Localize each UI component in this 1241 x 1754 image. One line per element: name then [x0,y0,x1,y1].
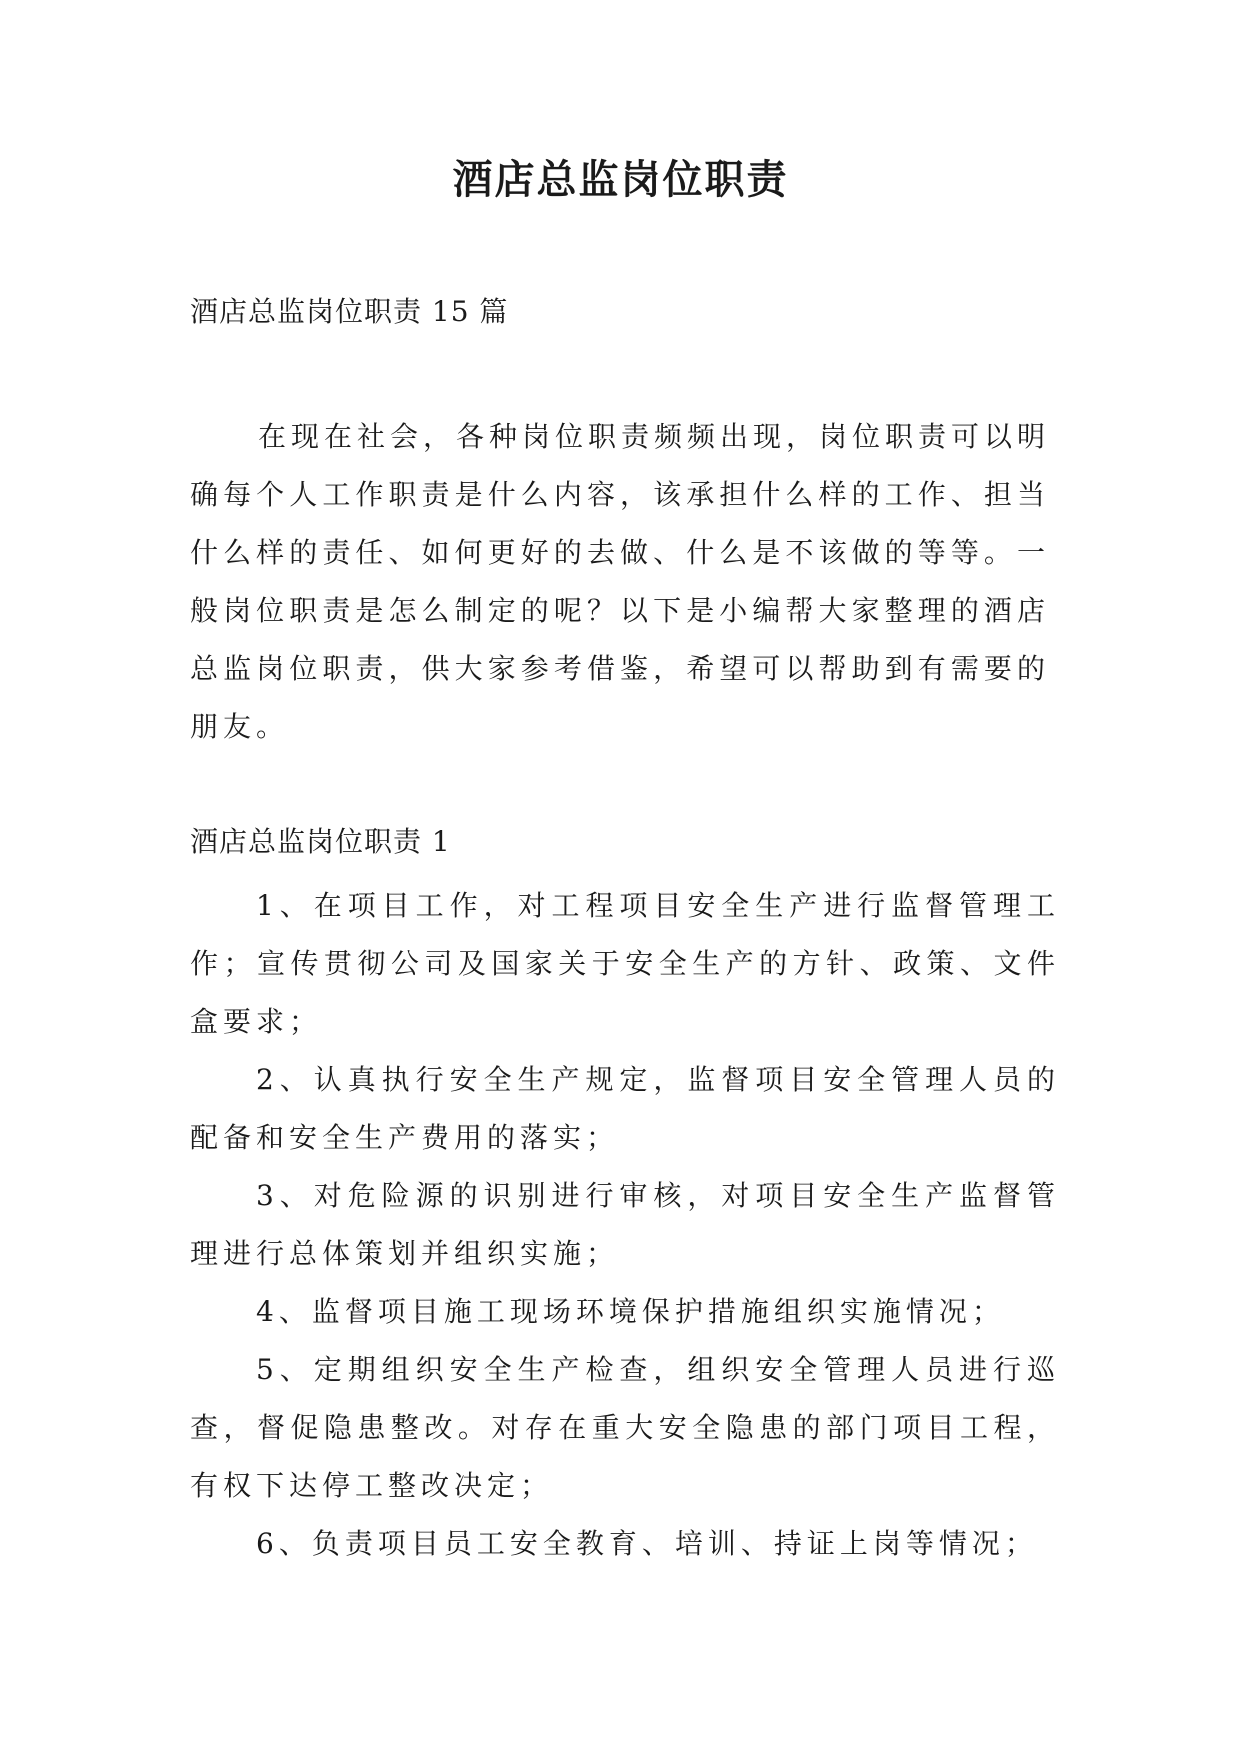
intro-paragraph: 在现在社会，各种岗位职责频频出现，岗位职责可以明确每个人工作职责是什么内容，该承担什么样的工作、担当什么样的责任、如何更好的去做、什么是不该做的等等。一般岗位职责是怎么制定的呢？以下是小编帮大家整理的酒店总监岗位职责，供大家参考借鉴，希望可以帮助到有需要的朋友。 [190,420,1051,743]
document-title: 酒店总监岗位职责 [452,156,789,203]
duty-item: 4、监督项目施工现场环境保护措施组织实施情况； [256,1295,1005,1328]
duty-item: 6、负责项目员工安全教育、培训、持证上岗等情况； [256,1527,1038,1560]
duty-item: 1、在项目工作，对工程项目安全生产进行监督管理工作；宣传贯彻公司及国家关于安全生产的方针、政策、文件盒要求； [190,889,1060,1038]
duties-list [190,877,1060,1573]
document-subtitle: 酒店总监岗位职责 15 篇 [190,295,509,328]
duty-item: 2、认真执行安全生产规定，监督项目安全管理人员的配备和安全生产费用的落实； [190,1063,1060,1154]
duty-item: 3、对危险源的识别进行审核，对项目安全生产监督管理进行总体策划并组织实施； [190,1179,1060,1270]
duty-item: 5、定期组织安全生产检查，组织安全管理人员进行巡查，督促隐患整改。对存在重大安全隐患的部门项目工程，有权下达停工整改决定； [190,1353,1060,1502]
section-heading: 酒店总监岗位职责 1 [190,825,451,858]
